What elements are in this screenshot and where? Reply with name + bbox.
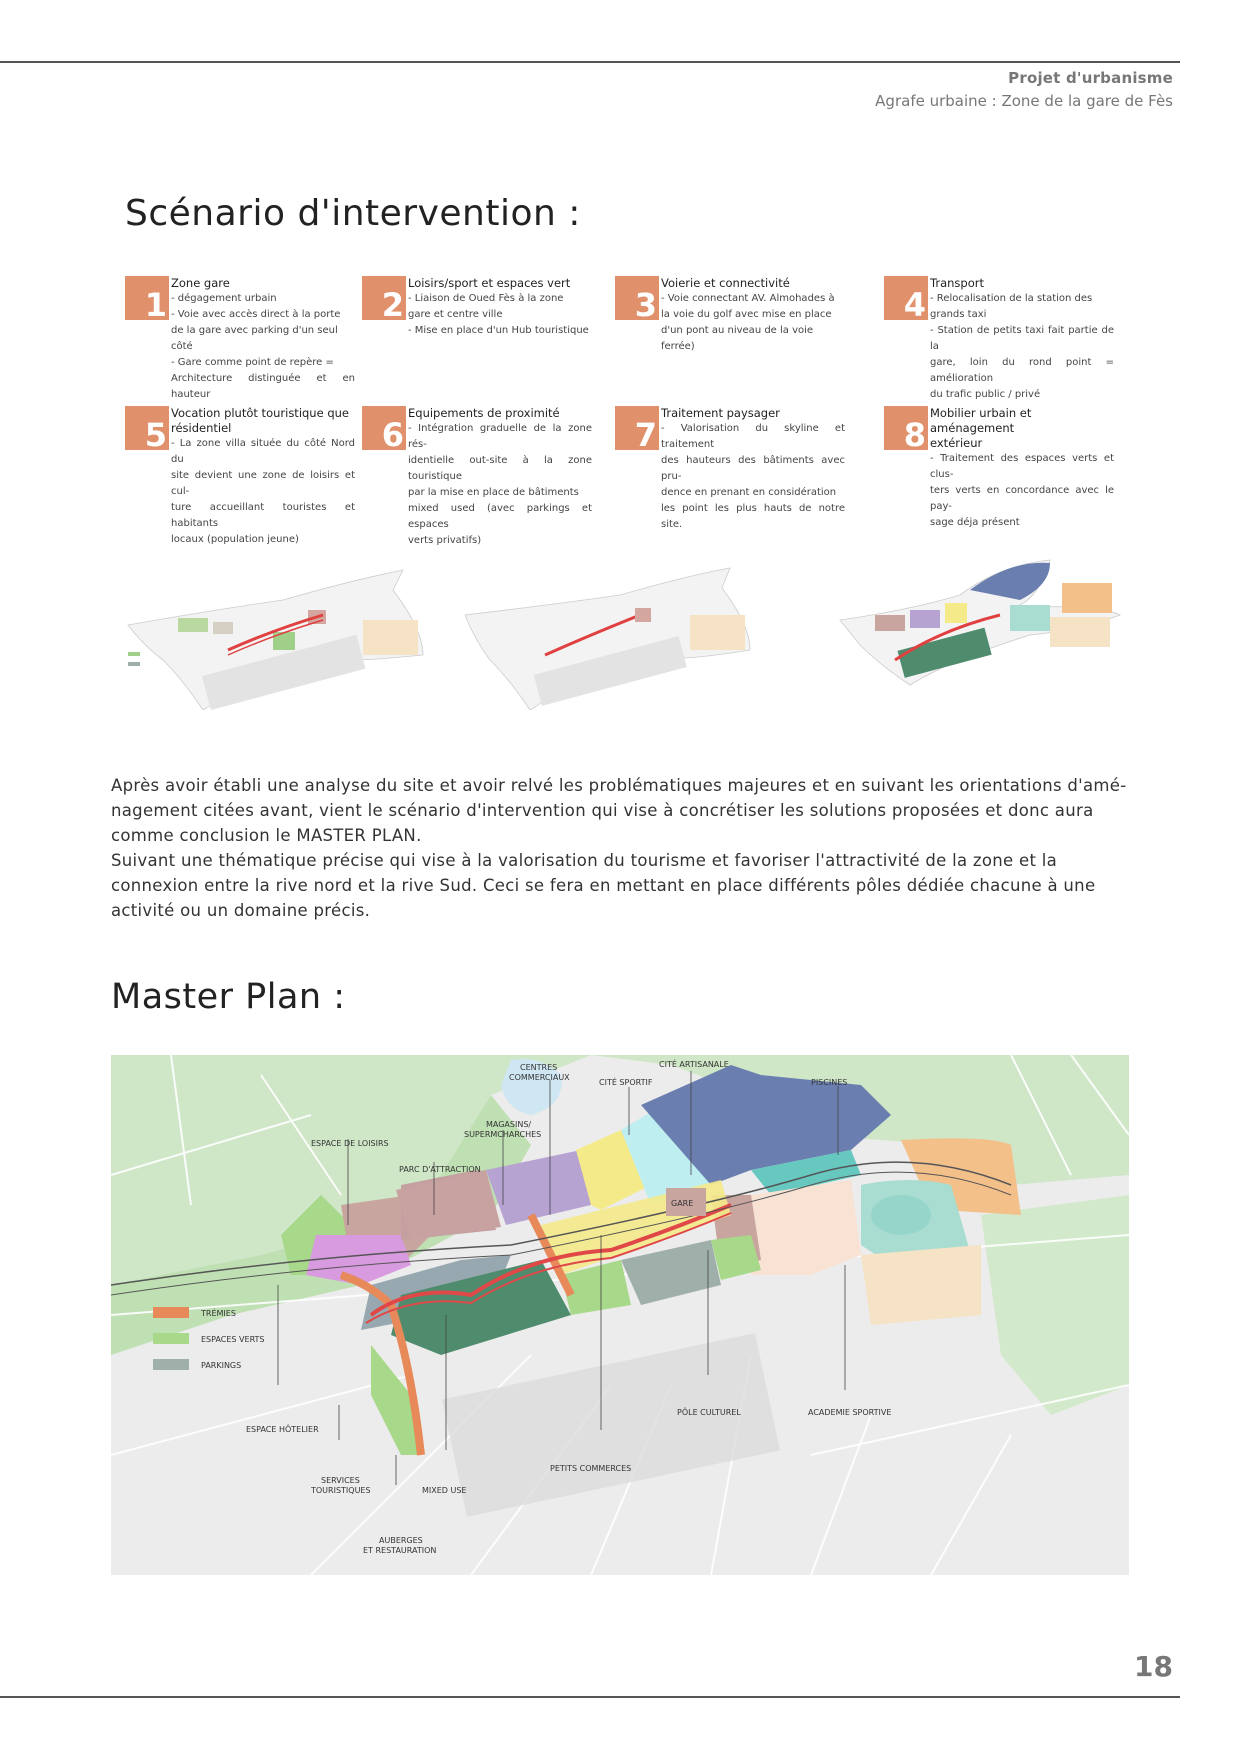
step-body <box>408 406 592 549</box>
masterplan-heading: Master Plan : <box>111 977 346 1017</box>
step-line: - Voie avec accès direct à la porte <box>171 309 341 320</box>
step-title: Equipements de proximité <box>408 406 560 420</box>
master-plan-map <box>111 1055 1129 1575</box>
label-magasins-1: MAGASINS/ <box>486 1120 532 1129</box>
paragraph-line: Suivant une thématique précise qui vise à la valorisation du tourisme et favoriser l'attractivité de la zone et la <box>111 851 1058 870</box>
paragraph-line: Après avoir établi une analyse du site et avoir relvé les problématiques majeures et en suivant les orientations d'amé- <box>111 776 1127 795</box>
label-centres-1: CENTRES <box>520 1063 558 1072</box>
scenario-step <box>615 406 845 533</box>
footer-rule <box>0 1696 1180 1698</box>
label-services-2: TOURISTIQUES <box>311 1486 371 1495</box>
paragraph-line: nagement citées avant, vient le scénario d'intervention qui vise à concrétiser les solutions proposées et donc aura <box>111 801 1094 820</box>
scenario-diagram-2 <box>460 560 760 710</box>
step-line: mixed used (avec parkings et espaces <box>408 503 592 530</box>
label-cite-artisanale: CITÉ ARTISANALE <box>659 1060 729 1069</box>
paragraph-line: connexion entre la rive nord et la rive Sud. Ceci se fera en mettant en place différents pôles dédiée chacune à une <box>111 876 1096 895</box>
step-line: site devient une zone de loisirs et cul- <box>171 470 355 497</box>
step-number: 6 <box>362 406 406 450</box>
step-body <box>930 406 1114 531</box>
step-number: 4 <box>884 276 928 320</box>
intro-paragraph <box>111 773 1131 923</box>
step-line: identielle out-site à la zone touristique <box>408 455 592 482</box>
step-line: gare et centre ville <box>408 309 503 320</box>
label-espace-loisirs: ESPACE DE LOISIRS <box>311 1139 389 1148</box>
header-rule <box>0 61 1180 63</box>
paragraph-line: activité ou un domaine précis. <box>111 901 371 920</box>
step-line: verts privatifs) <box>408 535 482 546</box>
step-line: d'un pont au niveau de la voie <box>661 325 814 336</box>
scenario-step <box>362 406 592 549</box>
step-number: 7 <box>615 406 659 450</box>
step-line: - Intégration graduelle de la zone rés- <box>408 423 592 450</box>
label-magasins-2: SUPERMCHARCHES <box>464 1130 542 1139</box>
step-number: 3 <box>615 276 659 320</box>
step-title: Traitement paysager <box>661 406 780 420</box>
page-number: 18 <box>1134 1650 1173 1683</box>
step-line: - Liaison de Oued Fès à la zone <box>408 293 564 304</box>
label-pole-culturel: PÔLE CULTUREL <box>677 1408 741 1417</box>
label-mixed-use: MIXED USE <box>422 1486 467 1495</box>
step-line: - Mise en place d'un Hub touristique <box>408 325 589 336</box>
label-parc: PARC D'ATTRACTION <box>399 1165 481 1174</box>
step-title-cont: extérieur <box>930 436 983 450</box>
step-line: dence en prenant en considération <box>661 487 837 498</box>
step-line: - Traitement des espaces verts et clus- <box>930 453 1114 480</box>
scenario-diagram-1 <box>123 560 453 710</box>
scenario-step <box>884 276 1114 403</box>
step-line: ture accueillant touristes et habitants <box>171 502 355 529</box>
label-espace-hotelier: ESPACE HÔTELIER <box>246 1425 319 1434</box>
step-line: gare, loin du rond point = amélioration <box>930 357 1114 384</box>
step-title: Loisirs/sport et espaces vert <box>408 276 571 290</box>
gare-label: GARE <box>671 1199 694 1208</box>
legend-swatch-parkings <box>153 1359 189 1370</box>
step-line: la voie du golf avec mise en place <box>661 309 832 320</box>
scenario-step <box>125 406 355 548</box>
scenario-diagram-3 <box>800 535 1140 725</box>
step-title: Vocation plutôt touristique que <box>171 406 349 420</box>
step-body <box>408 276 592 339</box>
step-line: ferrée) <box>661 341 695 352</box>
step-line: des hauteurs des bâtiments avec pru- <box>661 455 845 482</box>
label-academie: ACADEMIE SPORTIVE <box>808 1408 892 1417</box>
step-title: Transport <box>930 276 984 290</box>
step-body <box>661 276 845 355</box>
step-body <box>171 276 355 403</box>
label-cite-sportif: CITÉ SPORTIF <box>599 1078 653 1087</box>
step-body <box>930 276 1114 403</box>
step-line: - Valorisation du skyline et traitement <box>661 423 845 450</box>
step-number: 1 <box>125 276 169 320</box>
step-line: - Relocalisation de la station des <box>930 293 1093 304</box>
legend-swatch-espaces-verts <box>153 1333 189 1344</box>
scenario-heading: Scénario d'intervention : <box>125 193 581 234</box>
step-line: du trafic public / privé <box>930 389 1041 400</box>
label-auberges-2: ET RESTAURATION <box>363 1546 437 1555</box>
step-line: - La zone villa située du côté Nord du <box>171 438 355 465</box>
step-line: grands taxi <box>930 309 987 320</box>
step-line: sage déja présent <box>930 517 1020 528</box>
paragraph-line: comme conclusion le MASTER PLAN. <box>111 826 422 845</box>
step-line: ters verts en concordance avec le pay- <box>930 485 1114 512</box>
step-title: Zone gare <box>171 276 230 290</box>
step-line: - Gare comme point de repère = <box>171 357 334 368</box>
step-body <box>171 406 355 548</box>
step-title-cont: résidentiel <box>171 421 232 435</box>
step-line: Architecture distinguée et en hauteur <box>171 373 355 400</box>
step-title: Voierie et connectivité <box>661 276 790 290</box>
scenario-step <box>615 276 845 355</box>
step-body <box>661 406 845 533</box>
step-number: 8 <box>884 406 928 450</box>
scenario-step <box>884 406 1114 531</box>
label-auberges-1: AUBERGES <box>379 1536 423 1545</box>
step-number: 2 <box>362 276 406 320</box>
scenario-step <box>125 276 355 403</box>
step-line: - dégagement urbain <box>171 293 277 304</box>
label-piscines: PISCINES <box>811 1078 848 1087</box>
step-line: de la gare avec parking d'un seul <box>171 325 338 336</box>
step-title: Mobilier urbain et aménagement <box>930 406 1032 435</box>
step-line: - Station de petits taxi fait partie de la <box>930 325 1114 352</box>
legend-label-espaces-verts: ESPACES VERTS <box>201 1335 265 1344</box>
scenario-step <box>362 276 592 339</box>
step-line: côté <box>171 341 193 352</box>
step-line: locaux (population jeune) <box>171 534 299 545</box>
legend-label-tremies: TRÉMIES <box>201 1309 236 1318</box>
legend-swatch-tremies <box>153 1307 189 1318</box>
step-line: par la mise en place de bâtiments <box>408 487 579 498</box>
step-number: 5 <box>125 406 169 450</box>
label-petits-commerces: PETITS COMMERCES <box>550 1464 632 1473</box>
label-centres-2: COMMERCIAUX <box>509 1073 570 1082</box>
header-subtitle: Agrafe urbaine : Zone de la gare de Fès <box>875 92 1173 110</box>
step-line: les point les plus hauts de notre site. <box>661 503 845 530</box>
label-services-1: SERVICES <box>321 1476 360 1485</box>
header-title: Projet d'urbanisme <box>1008 69 1173 87</box>
legend-label-parkings: PARKINGS <box>201 1361 242 1370</box>
step-line: - Voie connectant AV. Almohades à <box>661 293 835 304</box>
